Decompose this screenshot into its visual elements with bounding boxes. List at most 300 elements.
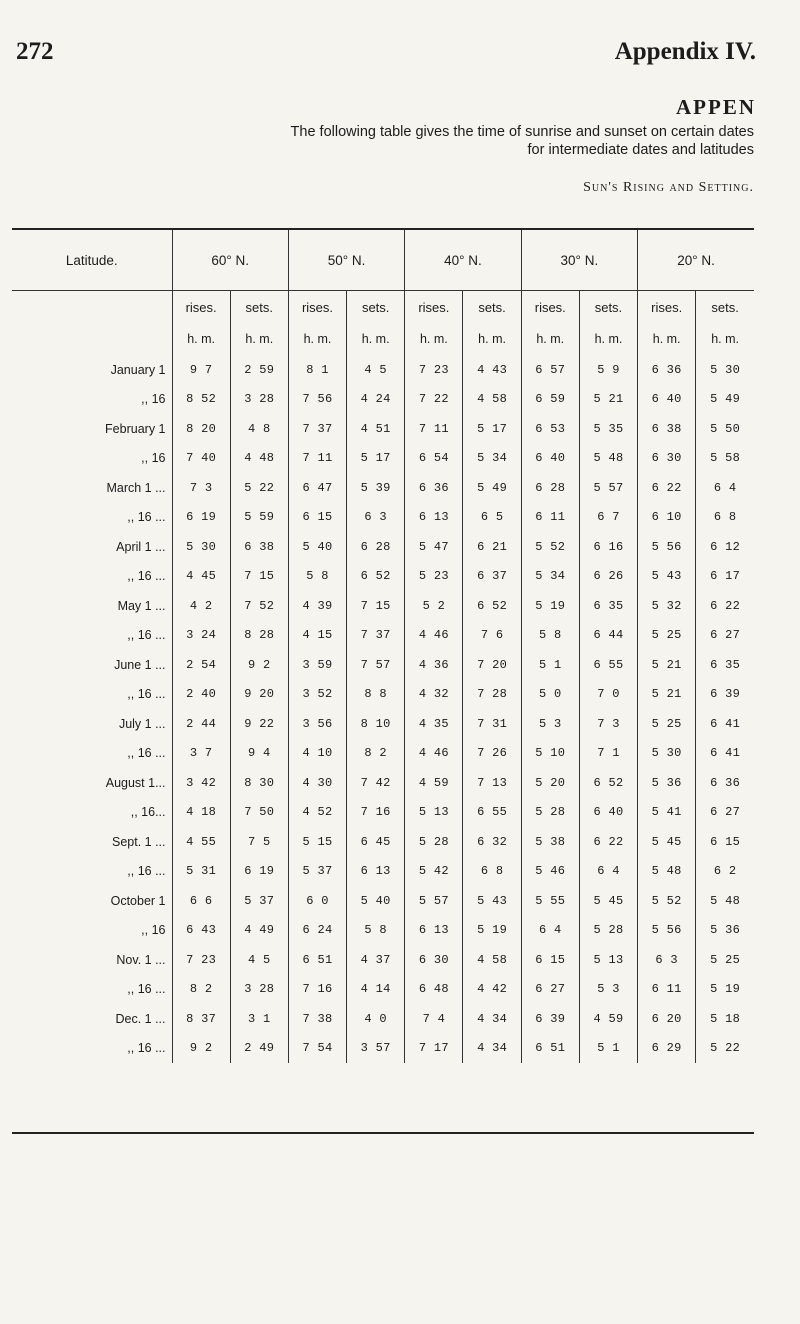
sets-time-cell: 7 6 — [463, 621, 521, 651]
latitude-40: 40° N. — [405, 230, 521, 291]
rises-time-cell: 6 0 — [288, 886, 346, 916]
unit-header: h. m. — [288, 323, 346, 355]
sets-time-cell: 6 19 — [230, 857, 288, 887]
sets-time-cell: 5 17 — [463, 414, 521, 444]
sets-time-cell: 6 12 — [696, 532, 754, 562]
sets-time-cell: 7 3 — [579, 709, 637, 739]
sets-time-cell: 6 4 — [696, 473, 754, 503]
sets-time-cell: 8 2 — [347, 739, 405, 769]
sets-time-cell: 4 51 — [347, 414, 405, 444]
rises-time-cell: 5 31 — [172, 857, 230, 887]
sets-time-cell: 6 8 — [696, 503, 754, 533]
date-cell: March 1 ... — [106, 480, 166, 495]
sets-time-cell: 2 59 — [230, 355, 288, 385]
sets-time-cell: 6 55 — [463, 798, 521, 828]
sets-time-cell: 6 38 — [230, 532, 288, 562]
rises-time-cell: 3 24 — [172, 621, 230, 651]
rises-time-cell: 7 3 — [172, 473, 230, 503]
sets-time-cell: 7 0 — [579, 680, 637, 710]
running-title: Appendix IV. — [614, 38, 756, 65]
rises-time-cell: 3 59 — [288, 650, 346, 680]
rises-time-cell: 8 1 — [288, 355, 346, 385]
sets-time-cell: 4 37 — [347, 945, 405, 975]
blank-cell — [12, 291, 172, 324]
rises-time-cell: 8 52 — [172, 385, 230, 415]
rises-time-cell: 5 25 — [638, 709, 696, 739]
unit-header: h. m. — [230, 323, 288, 355]
rises-time-cell: 4 10 — [288, 739, 346, 769]
rises-time-cell: 5 43 — [638, 562, 696, 592]
rises-time-cell: 4 39 — [288, 591, 346, 621]
sets-time-cell: 5 8 — [347, 916, 405, 946]
rises-time-cell: 6 28 — [521, 473, 579, 503]
sets-time-cell: 8 8 — [347, 680, 405, 710]
sets-time-cell: 7 28 — [463, 680, 521, 710]
date-cell: ,, 16 — [141, 451, 166, 466]
page-number: 272 — [16, 38, 54, 65]
table-row — [12, 827, 754, 857]
sets-time-cell: 6 28 — [347, 532, 405, 562]
sets-time-cell: 5 19 — [463, 916, 521, 946]
sets-time-cell: 6 39 — [696, 680, 754, 710]
sets-time-cell: 7 13 — [463, 768, 521, 798]
rises-time-cell: 5 52 — [521, 532, 579, 562]
sets-header: sets. — [230, 291, 288, 324]
rises-time-cell: 5 34 — [521, 562, 579, 592]
rises-time-cell: 6 3 — [638, 945, 696, 975]
rises-header: rises. — [405, 291, 463, 324]
sets-time-cell: 4 49 — [230, 916, 288, 946]
sets-time-cell: 4 43 — [463, 355, 521, 385]
sets-header: sets. — [696, 291, 754, 324]
table-row — [12, 945, 754, 975]
sets-time-cell: 6 52 — [347, 562, 405, 592]
sets-time-cell: 6 41 — [696, 709, 754, 739]
sets-time-cell: 6 8 — [463, 857, 521, 887]
date-cell: ,, 16 ... — [127, 687, 166, 702]
table-row — [12, 680, 754, 710]
rises-time-cell: 7 17 — [405, 1034, 463, 1064]
rises-time-cell: 7 23 — [172, 945, 230, 975]
sets-time-cell: 5 30 — [696, 355, 754, 385]
latitude-header: Latitude. — [12, 230, 172, 291]
table-caption: Sun's Rising and Setting. — [583, 180, 754, 195]
table-row — [12, 414, 754, 444]
sets-time-cell: 6 26 — [579, 562, 637, 592]
sets-time-cell: 6 52 — [579, 768, 637, 798]
sets-time-cell: 6 44 — [579, 621, 637, 651]
rises-time-cell: 7 4 — [405, 1004, 463, 1034]
sets-time-cell: 6 22 — [579, 827, 637, 857]
rises-time-cell: 5 25 — [638, 621, 696, 651]
rises-time-cell: 5 56 — [638, 916, 696, 946]
date-cell: Sept. 1 ... — [111, 834, 166, 849]
sets-time-cell: 4 48 — [230, 444, 288, 474]
unit-header: h. m. — [579, 323, 637, 355]
table-row — [12, 503, 754, 533]
rises-time-cell: 6 43 — [172, 916, 230, 946]
date-cell: May 1 ... — [117, 598, 166, 613]
rises-time-cell: 6 13 — [405, 916, 463, 946]
sets-time-cell: 4 14 — [347, 975, 405, 1005]
sets-time-cell: 7 15 — [230, 562, 288, 592]
unit-header: h. m. — [347, 323, 405, 355]
table-row — [12, 591, 754, 621]
sets-time-cell: 4 59 — [579, 1004, 637, 1034]
date-cell: October 1 — [110, 893, 166, 908]
rises-time-cell: 5 32 — [638, 591, 696, 621]
rises-time-cell: 9 2 — [172, 1034, 230, 1064]
sets-time-cell: 7 37 — [347, 621, 405, 651]
table-row — [12, 739, 754, 769]
latitude-20: 20° N. — [638, 230, 754, 291]
sets-time-cell: 8 30 — [230, 768, 288, 798]
rises-time-cell: 8 2 — [172, 975, 230, 1005]
unit-header: h. m. — [521, 323, 579, 355]
rises-time-cell: 5 0 — [521, 680, 579, 710]
rises-time-cell: 5 40 — [288, 532, 346, 562]
sets-time-cell: 7 42 — [347, 768, 405, 798]
rises-time-cell: 6 54 — [405, 444, 463, 474]
sets-time-cell: 6 32 — [463, 827, 521, 857]
sets-time-cell: 5 1 — [579, 1034, 637, 1064]
sets-time-cell: 6 45 — [347, 827, 405, 857]
sets-time-cell: 6 4 — [579, 857, 637, 887]
rises-time-cell: 6 15 — [288, 503, 346, 533]
table-row — [12, 444, 754, 474]
unit-header-row — [12, 323, 754, 355]
sets-time-cell: 6 40 — [579, 798, 637, 828]
sets-time-cell: 6 15 — [696, 827, 754, 857]
rises-time-cell: 7 38 — [288, 1004, 346, 1034]
date-cell: ,, 16 ... — [127, 982, 166, 997]
sets-time-cell: 4 5 — [347, 355, 405, 385]
rises-time-cell: 7 11 — [405, 414, 463, 444]
sets-time-cell: 3 1 — [230, 1004, 288, 1034]
table-row — [12, 621, 754, 651]
rises-time-cell: 4 55 — [172, 827, 230, 857]
sets-time-cell: 5 59 — [230, 503, 288, 533]
date-cell: February 1 — [105, 421, 166, 436]
rises-time-cell: 5 10 — [521, 739, 579, 769]
section-title: APPEN — [676, 95, 756, 119]
rises-time-cell: 6 59 — [521, 385, 579, 415]
sets-time-cell: 6 36 — [696, 768, 754, 798]
rises-time-cell: 5 2 — [405, 591, 463, 621]
table-row — [12, 532, 754, 562]
rises-header: rises. — [521, 291, 579, 324]
rises-time-cell: 4 2 — [172, 591, 230, 621]
rises-time-cell: 5 28 — [405, 827, 463, 857]
sets-time-cell: 4 24 — [347, 385, 405, 415]
rises-time-cell: 4 32 — [405, 680, 463, 710]
sets-time-cell: 7 31 — [463, 709, 521, 739]
sets-time-cell: 9 4 — [230, 739, 288, 769]
sets-time-cell: 6 2 — [696, 857, 754, 887]
rises-time-cell: 5 41 — [638, 798, 696, 828]
rises-time-cell: 3 52 — [288, 680, 346, 710]
rises-time-cell: 5 56 — [638, 532, 696, 562]
rises-time-cell: 6 36 — [405, 473, 463, 503]
sets-time-cell: 6 52 — [463, 591, 521, 621]
rises-time-cell: 6 22 — [638, 473, 696, 503]
rises-time-cell: 6 51 — [288, 945, 346, 975]
sets-time-cell: 4 8 — [230, 414, 288, 444]
rises-time-cell: 6 39 — [521, 1004, 579, 1034]
rises-time-cell: 4 46 — [405, 739, 463, 769]
date-cell: April 1 ... — [116, 539, 166, 554]
sets-time-cell: 7 5 — [230, 827, 288, 857]
rises-time-cell: 2 40 — [172, 680, 230, 710]
rises-time-cell: 5 28 — [521, 798, 579, 828]
rises-time-cell: 5 30 — [638, 739, 696, 769]
table-row — [12, 857, 754, 887]
table-row — [12, 355, 754, 385]
rises-time-cell: 2 44 — [172, 709, 230, 739]
sets-time-cell: 6 5 — [463, 503, 521, 533]
date-cell: Nov. 1 ... — [116, 952, 166, 967]
sets-time-cell: 7 26 — [463, 739, 521, 769]
sets-time-cell: 5 19 — [696, 975, 754, 1005]
rises-time-cell: 5 48 — [638, 857, 696, 887]
rises-time-cell: 6 13 — [405, 503, 463, 533]
sets-time-cell: 5 22 — [696, 1034, 754, 1064]
sets-time-cell: 5 9 — [579, 355, 637, 385]
rises-time-cell: 7 37 — [288, 414, 346, 444]
rises-time-cell: 6 57 — [521, 355, 579, 385]
unit-header: h. m. — [696, 323, 754, 355]
sets-time-cell: 6 3 — [347, 503, 405, 533]
rises-time-cell: 5 46 — [521, 857, 579, 887]
date-cell: ,, 16... — [130, 805, 166, 820]
sets-time-cell: 6 37 — [463, 562, 521, 592]
sets-time-cell: 9 2 — [230, 650, 288, 680]
sets-time-cell: 5 18 — [696, 1004, 754, 1034]
rises-time-cell: 6 29 — [638, 1034, 696, 1064]
sets-time-cell: 7 1 — [579, 739, 637, 769]
sets-time-cell: 5 58 — [696, 444, 754, 474]
rises-time-cell: 5 30 — [172, 532, 230, 562]
rises-time-cell: 3 42 — [172, 768, 230, 798]
date-cell: Dec. 1 ... — [115, 1011, 166, 1026]
unit-header: h. m. — [172, 323, 230, 355]
rises-time-cell: 7 40 — [172, 444, 230, 474]
sets-time-cell: 6 55 — [579, 650, 637, 680]
rises-time-cell: 8 37 — [172, 1004, 230, 1034]
sets-header: sets. — [579, 291, 637, 324]
table-row — [12, 798, 754, 828]
rises-time-cell: 5 19 — [521, 591, 579, 621]
rises-time-cell: 5 36 — [638, 768, 696, 798]
table-row — [12, 385, 754, 415]
rises-time-cell: 6 24 — [288, 916, 346, 946]
rises-time-cell: 4 46 — [405, 621, 463, 651]
rises-time-cell: 4 59 — [405, 768, 463, 798]
rises-time-cell: 5 21 — [638, 680, 696, 710]
sets-time-cell: 6 17 — [696, 562, 754, 592]
rises-time-cell: 6 10 — [638, 503, 696, 533]
rises-time-cell: 4 52 — [288, 798, 346, 828]
table-row — [12, 768, 754, 798]
sets-time-cell: 6 22 — [696, 591, 754, 621]
date-cell: ,, 16 ... — [127, 628, 166, 643]
date-cell: ,, 16 ... — [127, 510, 166, 525]
date-cell: ,, 16 — [141, 392, 166, 407]
rises-time-cell: 5 8 — [288, 562, 346, 592]
date-cell: August 1... — [105, 775, 166, 790]
rises-time-cell: 8 20 — [172, 414, 230, 444]
rises-time-cell: 6 30 — [405, 945, 463, 975]
rises-time-cell: 5 47 — [405, 532, 463, 562]
sets-time-cell: 7 52 — [230, 591, 288, 621]
latitude-50: 50° N. — [288, 230, 404, 291]
sets-time-cell: 5 13 — [579, 945, 637, 975]
rises-time-cell: 6 48 — [405, 975, 463, 1005]
rises-time-cell: 4 18 — [172, 798, 230, 828]
rises-time-cell: 7 11 — [288, 444, 346, 474]
sets-time-cell: 4 5 — [230, 945, 288, 975]
intro-line-1: The following table gives the time of sunrise and sunset on certain dates — [290, 124, 754, 140]
table-row — [12, 886, 754, 916]
date-cell: ,, 16 ... — [127, 746, 166, 761]
sets-time-cell: 3 57 — [347, 1034, 405, 1064]
sets-time-cell: 3 28 — [230, 975, 288, 1005]
rises-time-cell: 4 35 — [405, 709, 463, 739]
rises-time-cell: 5 55 — [521, 886, 579, 916]
sets-time-cell: 5 21 — [579, 385, 637, 415]
sets-time-cell: 6 16 — [579, 532, 637, 562]
rises-time-cell: 6 30 — [638, 444, 696, 474]
sets-time-cell: 5 28 — [579, 916, 637, 946]
date-cell: ,, 16 — [141, 923, 166, 938]
sets-time-cell: 6 21 — [463, 532, 521, 562]
sets-time-cell: 5 34 — [463, 444, 521, 474]
table-row — [12, 916, 754, 946]
sets-time-cell: 9 22 — [230, 709, 288, 739]
table-row — [12, 473, 754, 503]
sets-time-cell: 5 45 — [579, 886, 637, 916]
rises-time-cell: 6 27 — [521, 975, 579, 1005]
sets-time-cell: 7 15 — [347, 591, 405, 621]
sets-time-cell: 5 36 — [696, 916, 754, 946]
rises-time-cell: 4 30 — [288, 768, 346, 798]
sets-time-cell: 6 7 — [579, 503, 637, 533]
rises-time-cell: 5 57 — [405, 886, 463, 916]
rises-sets-header-row — [12, 291, 754, 324]
rises-time-cell: 7 22 — [405, 385, 463, 415]
date-cell: January 1 — [110, 362, 166, 377]
rises-time-cell: 5 38 — [521, 827, 579, 857]
rises-time-cell: 6 19 — [172, 503, 230, 533]
rises-time-cell: 9 7 — [172, 355, 230, 385]
rises-header: rises. — [288, 291, 346, 324]
rises-time-cell: 7 54 — [288, 1034, 346, 1064]
table-row — [12, 975, 754, 1005]
latitude-30: 30° N. — [521, 230, 637, 291]
intro-line-2: for intermediate dates and latitudes — [527, 142, 754, 158]
rises-header: rises. — [172, 291, 230, 324]
sets-time-cell: 6 35 — [579, 591, 637, 621]
sets-time-cell: 5 57 — [579, 473, 637, 503]
rises-time-cell: 4 45 — [172, 562, 230, 592]
sets-time-cell: 5 39 — [347, 473, 405, 503]
sets-time-cell: 8 28 — [230, 621, 288, 651]
sets-time-cell: 5 40 — [347, 886, 405, 916]
rises-time-cell: 6 15 — [521, 945, 579, 975]
sets-time-cell: 5 17 — [347, 444, 405, 474]
sets-time-cell: 7 16 — [347, 798, 405, 828]
rises-time-cell: 5 45 — [638, 827, 696, 857]
rises-time-cell: 5 23 — [405, 562, 463, 592]
sets-time-cell: 4 58 — [463, 945, 521, 975]
sets-time-cell: 4 34 — [463, 1034, 521, 1064]
sets-time-cell: 5 48 — [579, 444, 637, 474]
table-bottom-rule — [12, 1132, 754, 1134]
rises-time-cell: 7 16 — [288, 975, 346, 1005]
latitude-header-row — [12, 230, 754, 291]
rises-time-cell: 2 54 — [172, 650, 230, 680]
rises-time-cell: 5 15 — [288, 827, 346, 857]
sets-time-cell: 5 49 — [463, 473, 521, 503]
table-row — [12, 1004, 754, 1034]
unit-header: h. m. — [463, 323, 521, 355]
sets-time-cell: 6 41 — [696, 739, 754, 769]
sets-time-cell: 4 58 — [463, 385, 521, 415]
sets-header: sets. — [463, 291, 521, 324]
unit-header: h. m. — [638, 323, 696, 355]
table-row — [12, 650, 754, 680]
rises-time-cell: 6 20 — [638, 1004, 696, 1034]
rises-time-cell: 5 37 — [288, 857, 346, 887]
date-cell: July 1 ... — [118, 716, 166, 731]
sets-time-cell: 6 35 — [696, 650, 754, 680]
sets-time-cell: 4 42 — [463, 975, 521, 1005]
sets-time-cell: 6 27 — [696, 621, 754, 651]
sets-time-cell: 6 27 — [696, 798, 754, 828]
table-body — [12, 355, 754, 1063]
unit-header: h. m. — [405, 323, 463, 355]
rises-time-cell: 6 11 — [638, 975, 696, 1005]
date-cell: ,, 16 ... — [127, 1041, 166, 1056]
rises-time-cell: 5 52 — [638, 886, 696, 916]
date-cell: ,, 16 ... — [127, 864, 166, 879]
rises-time-cell: 7 56 — [288, 385, 346, 415]
sets-time-cell: 5 49 — [696, 385, 754, 415]
sets-time-cell: 3 28 — [230, 385, 288, 415]
sets-time-cell: 7 50 — [230, 798, 288, 828]
rises-time-cell: 6 11 — [521, 503, 579, 533]
rises-time-cell: 6 40 — [638, 385, 696, 415]
sets-header: sets. — [347, 291, 405, 324]
rises-time-cell: 5 42 — [405, 857, 463, 887]
sets-time-cell: 5 37 — [230, 886, 288, 916]
rises-time-cell: 5 1 — [521, 650, 579, 680]
rises-time-cell: 6 47 — [288, 473, 346, 503]
rises-time-cell: 6 36 — [638, 355, 696, 385]
table-row — [12, 1034, 754, 1064]
blank-cell — [12, 323, 172, 355]
sets-time-cell: 4 0 — [347, 1004, 405, 1034]
rises-time-cell: 5 20 — [521, 768, 579, 798]
rises-time-cell: 6 40 — [521, 444, 579, 474]
rises-time-cell: 3 56 — [288, 709, 346, 739]
rises-time-cell: 7 23 — [405, 355, 463, 385]
date-cell: June 1 ... — [114, 657, 166, 672]
sunrise-sunset-table — [12, 230, 754, 1063]
sets-time-cell: 5 35 — [579, 414, 637, 444]
sets-time-cell: 5 43 — [463, 886, 521, 916]
rises-time-cell: 5 21 — [638, 650, 696, 680]
